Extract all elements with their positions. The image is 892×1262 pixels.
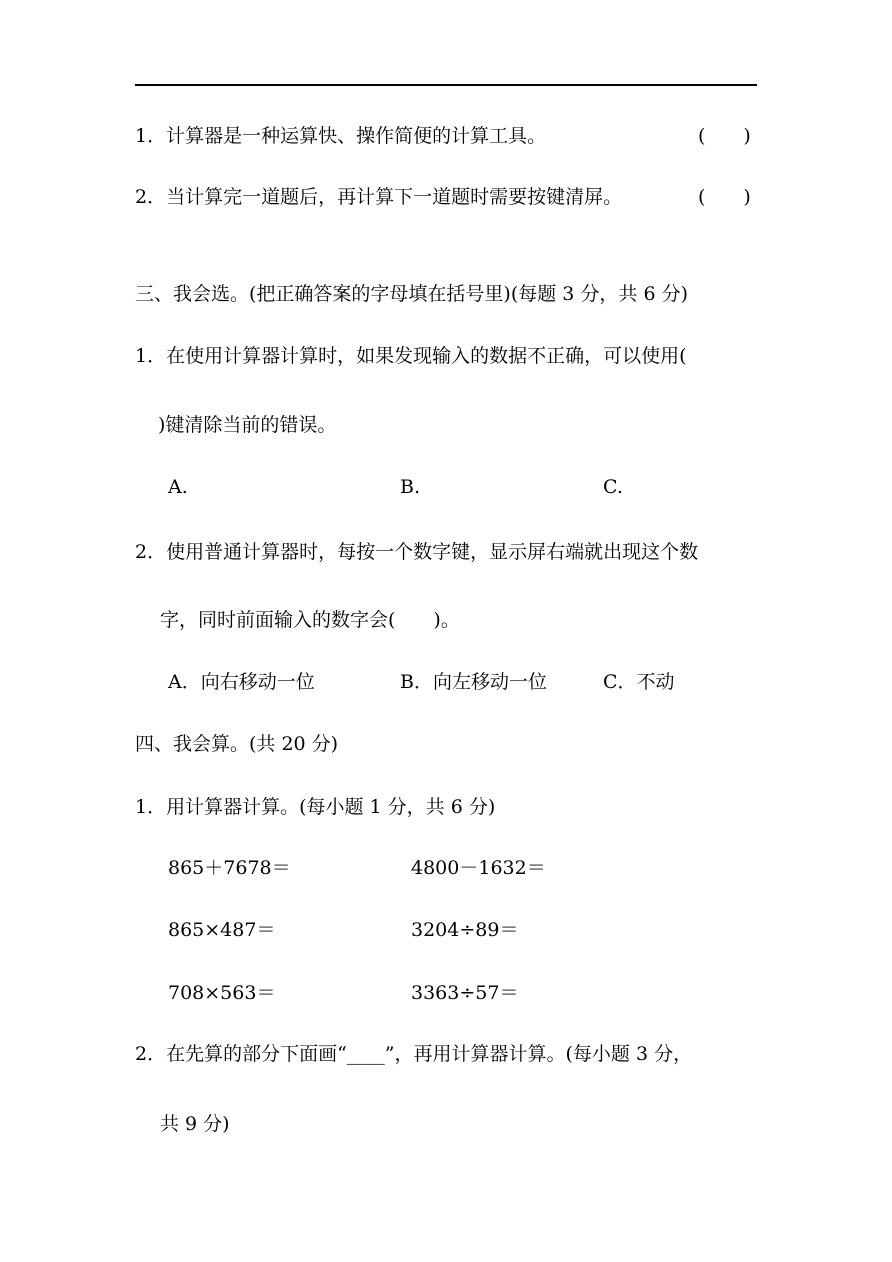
- choose-q1-option-c: C.: [603, 476, 623, 498]
- choose-q1-option-a: A.: [168, 476, 188, 498]
- judge-item-2: 2．当计算完一道题后，再计算下一道题时需要按键清屏。: [135, 186, 623, 208]
- choose-q1-option-b: B.: [400, 476, 421, 498]
- choose-q2-line1: 2．使用普通计算器时，每按一个数字键，显示屏右端就出现这个数: [135, 541, 699, 563]
- section-choose-heading: 三、我会选。(把正确答案的字母填在括号里)(每题 3 分，共 6 分): [135, 283, 688, 305]
- calc-expression: 3363÷57＝: [411, 982, 519, 1004]
- choose-q2-option-a: A．向右移动一位: [168, 671, 315, 693]
- choose-q2-option-b: B．向左移动一位: [400, 671, 547, 693]
- judge-item-1: 1．计算器是一种运算快、操作简便的计算工具。: [135, 125, 547, 147]
- top-rule: [135, 84, 757, 86]
- choose-q2-line2: 字，同时前面输入的数字会( )。: [160, 609, 460, 631]
- calc-q2-line2: 共 9 分): [160, 1113, 230, 1135]
- calc-expression: 4800－1632＝: [411, 857, 546, 879]
- answer-blank-2[interactable]: ( ): [698, 186, 751, 208]
- choose-q1-line1: 1．在使用计算器计算时，如果发现输入的数据不正确，可以使用(: [135, 345, 687, 367]
- calc-q1-title: 1．用计算器计算。(每小题 1 分，共 6 分): [135, 796, 496, 818]
- calc-expression: 865＋7678＝: [168, 857, 291, 879]
- choose-q1-line2: )键清除当前的错误。: [158, 414, 337, 436]
- calc-expression: 865×487＝: [168, 919, 276, 941]
- choose-q2-option-c: C．不动: [603, 671, 675, 693]
- section-calc-heading: 四、我会算。(共 20 分): [135, 733, 339, 755]
- calc-expression: 3204÷89＝: [411, 919, 519, 941]
- calc-q2-line1: 2．在先算的部分下面画“____”，再用计算器计算。(每小题 3 分，: [135, 1043, 693, 1065]
- calc-expression: 708×563＝: [168, 982, 276, 1004]
- answer-blank-1[interactable]: ( ): [698, 125, 751, 147]
